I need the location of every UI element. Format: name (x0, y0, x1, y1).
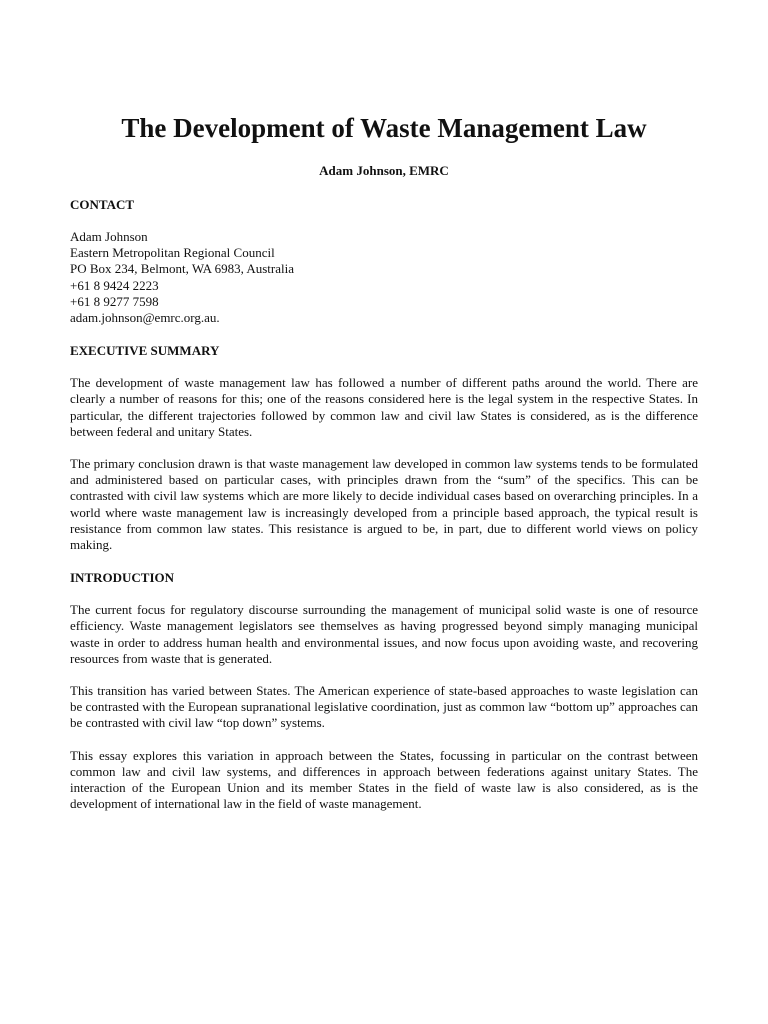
contact-phone: +61 8 9424 2223 (70, 277, 159, 293)
introduction-paragraph-3: This essay explores this variation in approach between the States, focussing in particular on the contrast between common law and civil law systems, and differences in approach between federations against unitary States. The interaction of the European Union and its member States in the field of waste law is also considered, as is the development of international law in the field of waste management. (70, 747, 698, 812)
executive-summary-heading: EXECUTIVE SUMMARY (70, 343, 220, 359)
contact-email: adam.johnson@emrc.org.au. (70, 310, 220, 326)
document-title: The Development of Waste Management Law (121, 113, 647, 143)
introduction-paragraph-2: This transition has varied between States. The American experience of state-based approaches to waste legislation can be contrasted with the European supranational legislative coordination, just as common law “bottom up” approaches can be contrasted with civil law “top down” systems. (70, 683, 698, 731)
contact-fax: +61 8 9277 7598 (70, 293, 159, 309)
contact-organization: Eastern Metropolitan Regional Council (70, 245, 275, 261)
contact-name: Adam Johnson (70, 229, 148, 244)
executive-summary-paragraph-1: The development of waste management law has followed a number of different paths around the world. There are clearly a number of reasons for this; one of the reasons considered here is the legal system in the respective States. In particular, the different trajectories followed by common law and civil law States is considered, as is the difference between federal and unitary States. (70, 375, 698, 439)
executive-summary-paragraph-2: The primary conclusion drawn is that waste management law developed in common law systems tends to be formulated and administered based on particular cases, with principles drawn from the “sum” of the specifics. This can be contrasted with civil law systems which are more likely to decide individual cases based on overarching principles. In a world where waste management law is increasingly developed from a principle based approach, the typical result is resistance from common law states. This resistance is argued to be, in part, due to different world views on policy making. (70, 456, 698, 553)
contact-details (70, 229, 698, 326)
contact-heading: CONTACT (70, 197, 135, 212)
introduction-heading: INTRODUCTION (70, 570, 175, 586)
author-byline: Adam Johnson, EMRC (319, 163, 449, 178)
contact-address: PO Box 234, Belmont, WA 6983, Australia (70, 261, 295, 277)
introduction-paragraph-1: The current focus for regulatory discourse surrounding the management of municipal solid waste is one of resource efficiency. Waste management legislators see themselves as having progressed beyond simply managing municipal waste in order to address human health and environmental issues, and now focus upon avoiding waste, and recovering resources from waste that is generated. (70, 602, 698, 666)
